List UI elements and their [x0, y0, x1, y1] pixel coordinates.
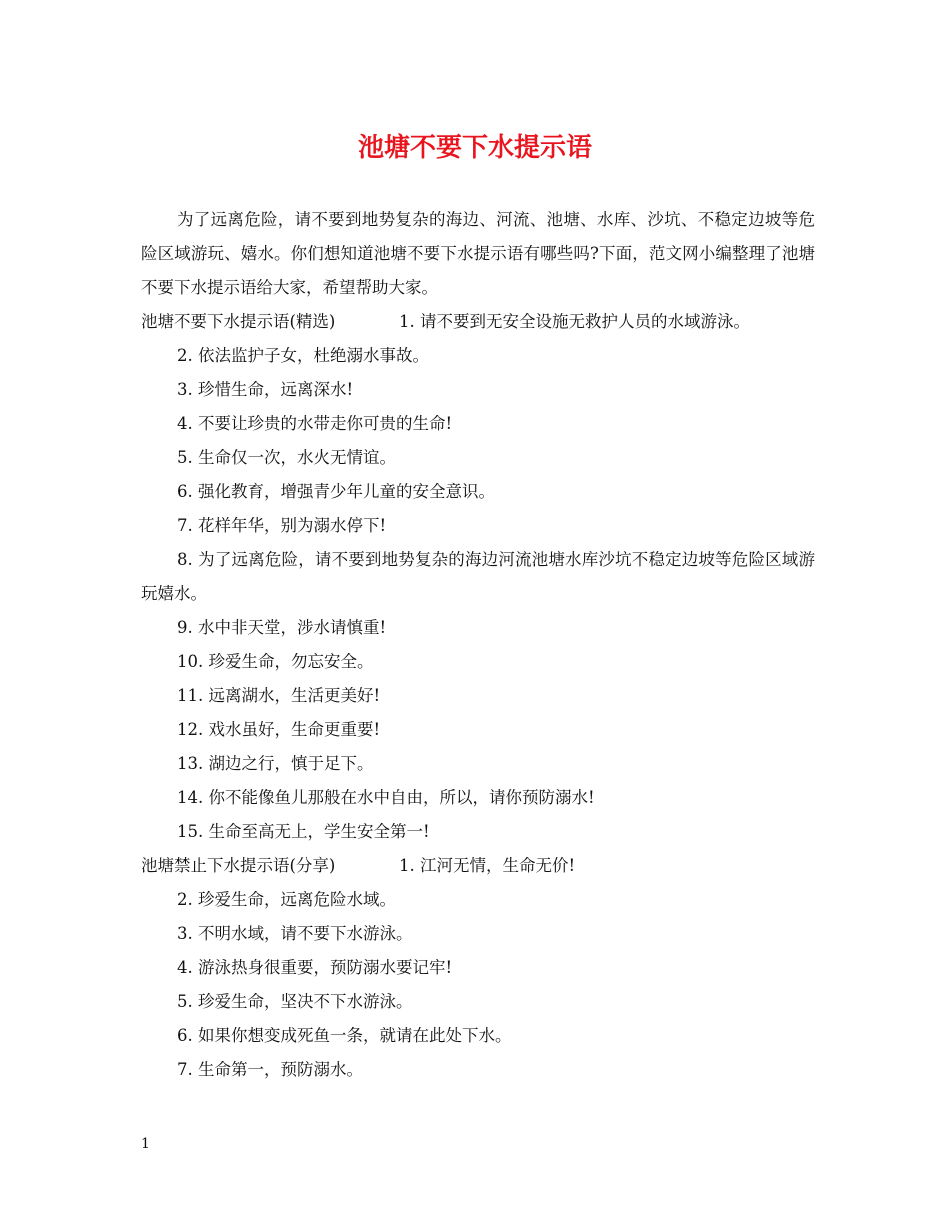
list-item: 6. 强化教育，增强青少年儿童的安全意识。 — [177, 482, 495, 501]
list-item: 13. 湖边之行，慎于足下。 — [177, 754, 374, 773]
list-item: 6. 如果你想变成死鱼一条，就请在此处下水。 — [177, 1026, 512, 1045]
list-item: 1. 江河无情，生命无价! — [399, 856, 576, 875]
section2-heading-line — [141, 849, 815, 883]
list-item: 1. 请不要到无安全设施无救护人员的水域游泳。 — [399, 312, 750, 331]
list-item: 8. 为了远离危险，请不要到地势复杂的海边河流池塘水库沙坑不稳定边坡等危险区域游玩嬉水。 — [141, 550, 815, 603]
list-item: 4. 不要让珍贵的水带走你可贵的生命! — [177, 414, 453, 433]
list-item: 2. 依法监护子女，杜绝溺水事故。 — [177, 346, 429, 365]
section1-heading: 池塘不要下水提示语(精选) — [141, 312, 336, 331]
list-item: 10. 珍爱生命，勿忘安全。 — [177, 652, 374, 671]
list-item: 4. 游泳热身很重要，预防溺水要记牢! — [177, 958, 453, 977]
list-item: 12. 戏水虽好，生命更重要! — [177, 720, 381, 739]
section1-heading-line — [141, 305, 815, 339]
list-item: 7. 生命第一，预防溺水。 — [177, 1060, 363, 1079]
list-item: 9. 水中非天堂，涉水请慎重! — [177, 618, 387, 637]
page-number: 1 — [141, 1136, 150, 1152]
document-body — [141, 203, 815, 1087]
intro-paragraph: 为了远离危险，请不要到地势复杂的海边、河流、池塘、水库、沙坑、不稳定边坡等危险区域游玩、嬉水。你们想知道池塘不要下水提示语有哪些吗?下面，范文网小编整理了池塘不要下水提示语给大家，希望帮助大家。 — [141, 210, 815, 297]
page-title: 池塘不要下水提示语 — [357, 133, 592, 163]
list-item: 14. 你不能像鱼儿那般在水中自由，所以，请你预防溺水! — [177, 788, 595, 807]
list-item: 5. 生命仅一次，水火无情谊。 — [177, 448, 396, 467]
list-item: 11. 远离湖水，生活更美好! — [177, 686, 381, 705]
list-item: 7. 花样年华，别为溺水停下! — [177, 516, 387, 535]
list-item: 2. 珍爱生命，远离危险水域。 — [177, 890, 396, 909]
section2-heading: 池塘禁止下水提示语(分享) — [141, 856, 336, 875]
list-item: 15. 生命至高无上，学生安全第一! — [177, 822, 430, 841]
list-item: 3. 不明水域，请不要下水游泳。 — [177, 924, 413, 943]
list-item: 5. 珍爱生命，坚决不下水游泳。 — [177, 992, 413, 1011]
list-item: 3. 珍惜生命，远离深水! — [177, 380, 354, 399]
